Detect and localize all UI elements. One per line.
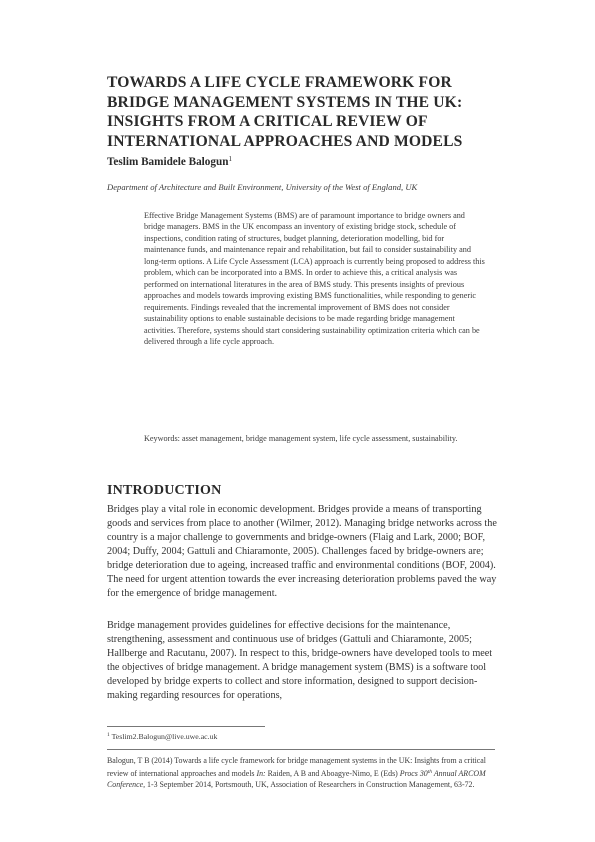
footnote-mark: 1 [107,732,110,738]
keywords: Keywords: asset management, bridge management system, life cycle assessment, sustainability. [144,434,458,443]
citation-block [107,755,499,791]
introduction-paragraph-2: Bridge management provides guidelines for effective decisions for the maintenance, strengthening, assessment and continuous use of bridges (Gattuli and Chiaramonte, 2005; Hallberge and Racutanu, 2007). In respect to this, bridge-owners have developed tools to meet the objectives of bridge management. A bridge management system (BMS) is a software tool developed by bridge experts to collect and store information, designed to support decision-making regarding resources for operations, [107,620,493,701]
abstract: Effective Bridge Management Systems (BMS) are of paramount importance to bridge owners and bridge managers. BMS in the UK encompass an inventory of existing bridge stock, schedule of inspections, condition rating of structures, budget planning, deterioration modelling, bid for maintenance funds, and maintenance repair and rehabilitation, but fail to consider sustainability and long-term options. A Life Cycle Assessment (LCA) approach is currently being proposed to address this problem, which can be incorporated into a BMS. In order to achieve this, a critical analysis was performed on international literatures in the area of BMS study. This presents insights of previous approaches and models towards improving existing BMS functionalities, while responding to generic requirements. Findings revealed that the incremental improvement of BMS does not consider sustainability options to enable sustainable decisions to be made regarding bridge management activities. Therefore, systems should start considering sustainability optimization criteria which can be delivered through a life cycle approach. [144,211,485,346]
citation-part-3: 1-3 September 2014, Portsmouth, UK, Association of Researchers in Construction Management, 63-72. [145,780,475,790]
citation-divider [107,749,495,750]
section-heading-introduction: INTRODUCTION [107,483,222,498]
author-name [107,155,232,168]
introduction-paragraph-1: Bridges play a vital role in economic development. Bridges provide a means of transporting goods and services from place to another (Wilmer, 2012). Managing bridge networks across the country is a major challenge to governments and bridge-owners (Flaig and Lark, 2000; BOF, 2004; Duffy, 2004; Gattuli and Chiaramonte, 2005). Challenges faced by bridge-owners are; bridge deterioration due to ageing, increased traffic and environmental conditions (BOF, 2004). The need for urgent attention towards the ever increasing deterioration problems paved the way for the emergence of bridge management. [107,504,497,599]
citation-procs-suffix: Annual ARCOM Conference, [107,768,486,790]
citation-procs-sup: th [427,768,433,775]
footnote-email: Teslim2.Balogun@live.uwe.ac.uk [111,732,218,741]
footnote-divider [107,726,265,727]
author-footnote-mark: 1 [228,155,232,163]
paper-title: TOWARDS A LIFE CYCLE FRAMEWORK FOR BRIDGE MANAGEMENT SYSTEMS IN THE UK: INSIGHTS FROM A CRITICAL REVIEW OF INTERNATIONAL APPROACHES AND MODELS [107,74,463,150]
citation-part-1: Balogun, T B (2014) Towards a life cycle framework for bridge management systems in the UK: Insights from a critical review of international approaches and models [107,756,486,778]
citation-in-label: In: [256,768,266,778]
author-name-text: Teslim Bamidele Balogun [107,156,229,168]
author-affiliation: Department of Architecture and Built Environment, University of the West of England, UK [107,182,418,192]
citation-part-2: Raiden, A B and Aboagye-Nimo, E (Eds) [265,768,400,778]
footnote [107,732,217,741]
citation-procs-prefix: Procs 30 [399,768,428,778]
